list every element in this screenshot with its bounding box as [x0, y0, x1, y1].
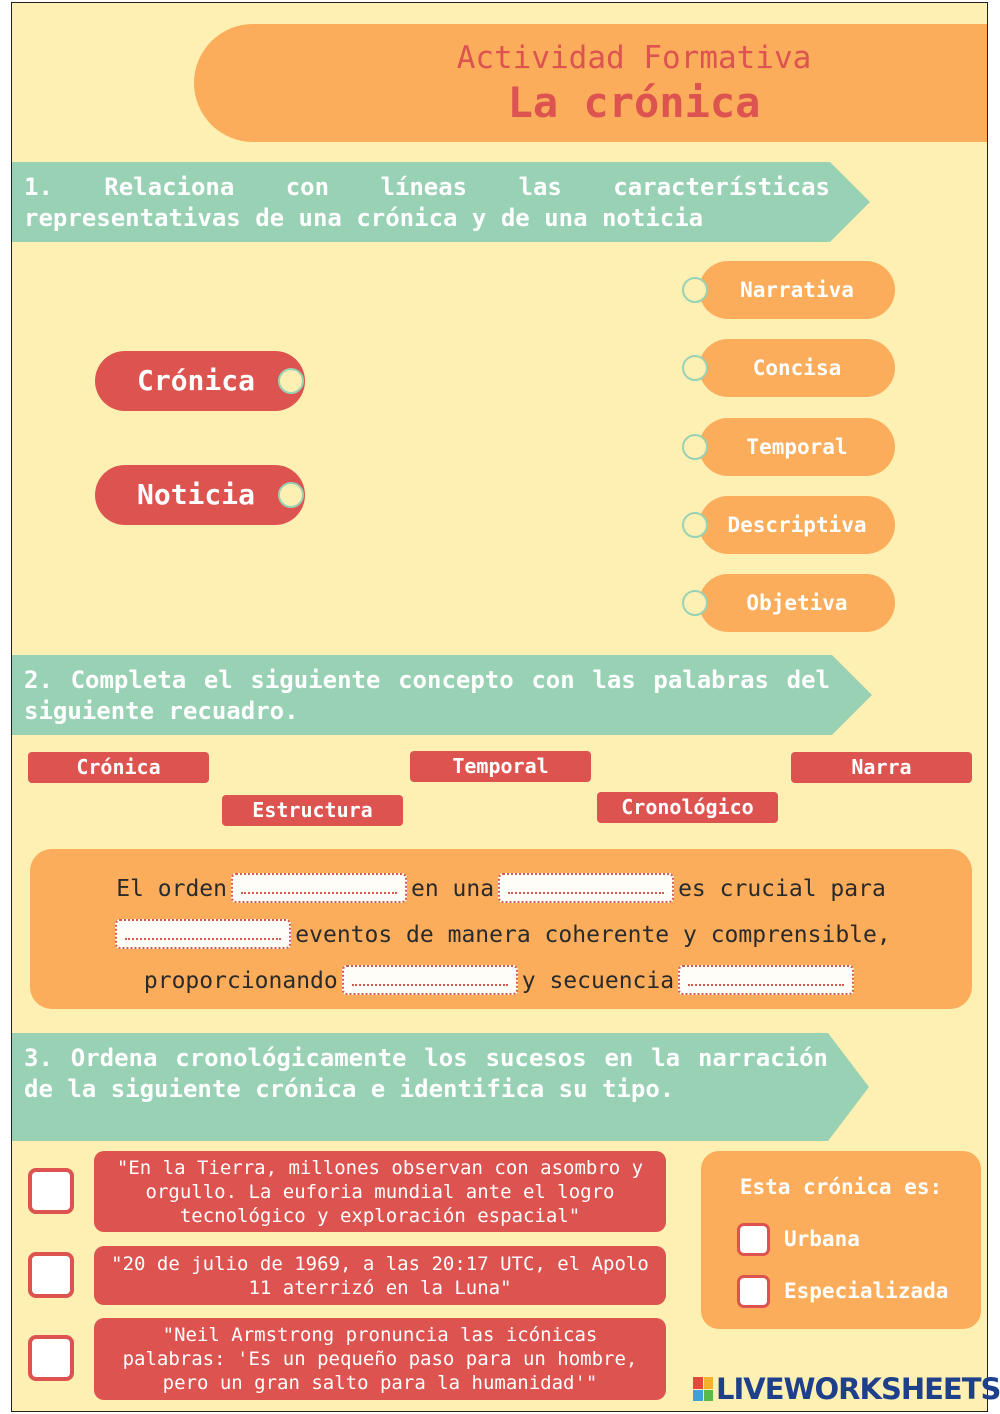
type-checkbox-urbana[interactable]: [737, 1223, 770, 1256]
concept-text: y secuencia: [521, 968, 675, 994]
connector-dot-temporal[interactable]: [682, 434, 708, 460]
word-chip-temporal[interactable]: Temporal: [410, 751, 591, 782]
concept-line-3: [30, 961, 972, 1001]
concept-line-2: [30, 915, 972, 955]
connector-dot-objetiva[interactable]: [682, 590, 708, 616]
word-chip-cronica[interactable]: Crónica: [28, 752, 209, 783]
pill-cronica: Crónica: [95, 351, 305, 411]
event-card-2: "20 de julio de 1969, a las 20:17 UTC, el Apolo 11 aterrizó en la Luna": [94, 1246, 666, 1305]
pill-concisa: Concisa: [699, 339, 895, 397]
connector-dot-cronica[interactable]: [278, 368, 304, 394]
connector-dot-narrativa[interactable]: [682, 277, 708, 303]
concept-box: [30, 849, 972, 1009]
section2-instruction: 2. Completa el siguiente concepto con las palabras del siguiente recuadro.: [12, 655, 830, 735]
pill-objetiva: Objetiva: [699, 574, 895, 632]
type-checkbox-especializada[interactable]: [737, 1275, 770, 1308]
worksheet: [11, 2, 988, 1412]
type-option-urbana: Urbana: [784, 1227, 860, 1251]
word-chip-cronologico[interactable]: Cronológico: [597, 792, 778, 823]
word-chip-narra[interactable]: Narra: [791, 752, 972, 783]
logo-icon: [693, 1377, 713, 1401]
concept-text: El orden: [116, 876, 227, 902]
event-card-1: "En la Tierra, millones observan con asombro y orgullo. La euforia mundial ante el logro tecnológico y exploración espacial": [94, 1151, 666, 1232]
page-title: La crónica: [507, 78, 761, 127]
concept-text: en una: [410, 876, 495, 902]
logo-text: LIVEWORKSHEETS: [716, 1372, 1000, 1406]
pill-descriptiva: Descriptiva: [699, 496, 895, 554]
word-chip-estructura[interactable]: Estructura: [222, 795, 403, 826]
blank-3[interactable]: [115, 919, 291, 949]
order-checkbox-1[interactable]: [28, 1168, 74, 1214]
chronicle-type-box: [701, 1151, 981, 1329]
event-card-3: "Neil Armstrong pronuncia las icónicas palabras: 'Es un pequeño paso para un hombre, pero un gran salto para la humanidad'": [94, 1318, 666, 1400]
blank-2[interactable]: [498, 873, 674, 903]
pill-narrativa: Narrativa: [699, 261, 895, 319]
connector-dot-descriptiva[interactable]: [682, 512, 708, 538]
connector-dot-noticia[interactable]: [278, 482, 304, 508]
concept-text: eventos de manera coherente y comprensible,: [295, 922, 891, 948]
header-banner: [194, 24, 988, 142]
order-checkbox-2[interactable]: [28, 1252, 74, 1298]
liveworksheets-logo: [693, 1374, 1000, 1404]
connector-dot-concisa[interactable]: [682, 355, 708, 381]
activity-subtitle: Actividad Formativa: [456, 40, 812, 76]
section3-instruction: 3. Ordena cronológicamente los sucesos en la narración de la siguiente crónica e identifica su tipo.: [12, 1033, 828, 1141]
blank-1[interactable]: [231, 873, 407, 903]
pill-temporal: Temporal: [699, 418, 895, 476]
order-checkbox-3[interactable]: [28, 1335, 74, 1381]
pill-noticia: Noticia: [95, 465, 305, 525]
concept-text: proporcionando: [143, 968, 338, 994]
blank-5[interactable]: [678, 965, 854, 995]
type-option-especializada: Especializada: [784, 1279, 949, 1303]
type-label: Esta crónica es:: [739, 1175, 943, 1199]
concept-line-1: [30, 869, 972, 909]
concept-text: es crucial para: [678, 876, 886, 902]
blank-4[interactable]: [342, 965, 518, 995]
section1-instruction: 1. Relaciona con líneas las características representativas de una crónica y de una noticia: [12, 162, 830, 242]
